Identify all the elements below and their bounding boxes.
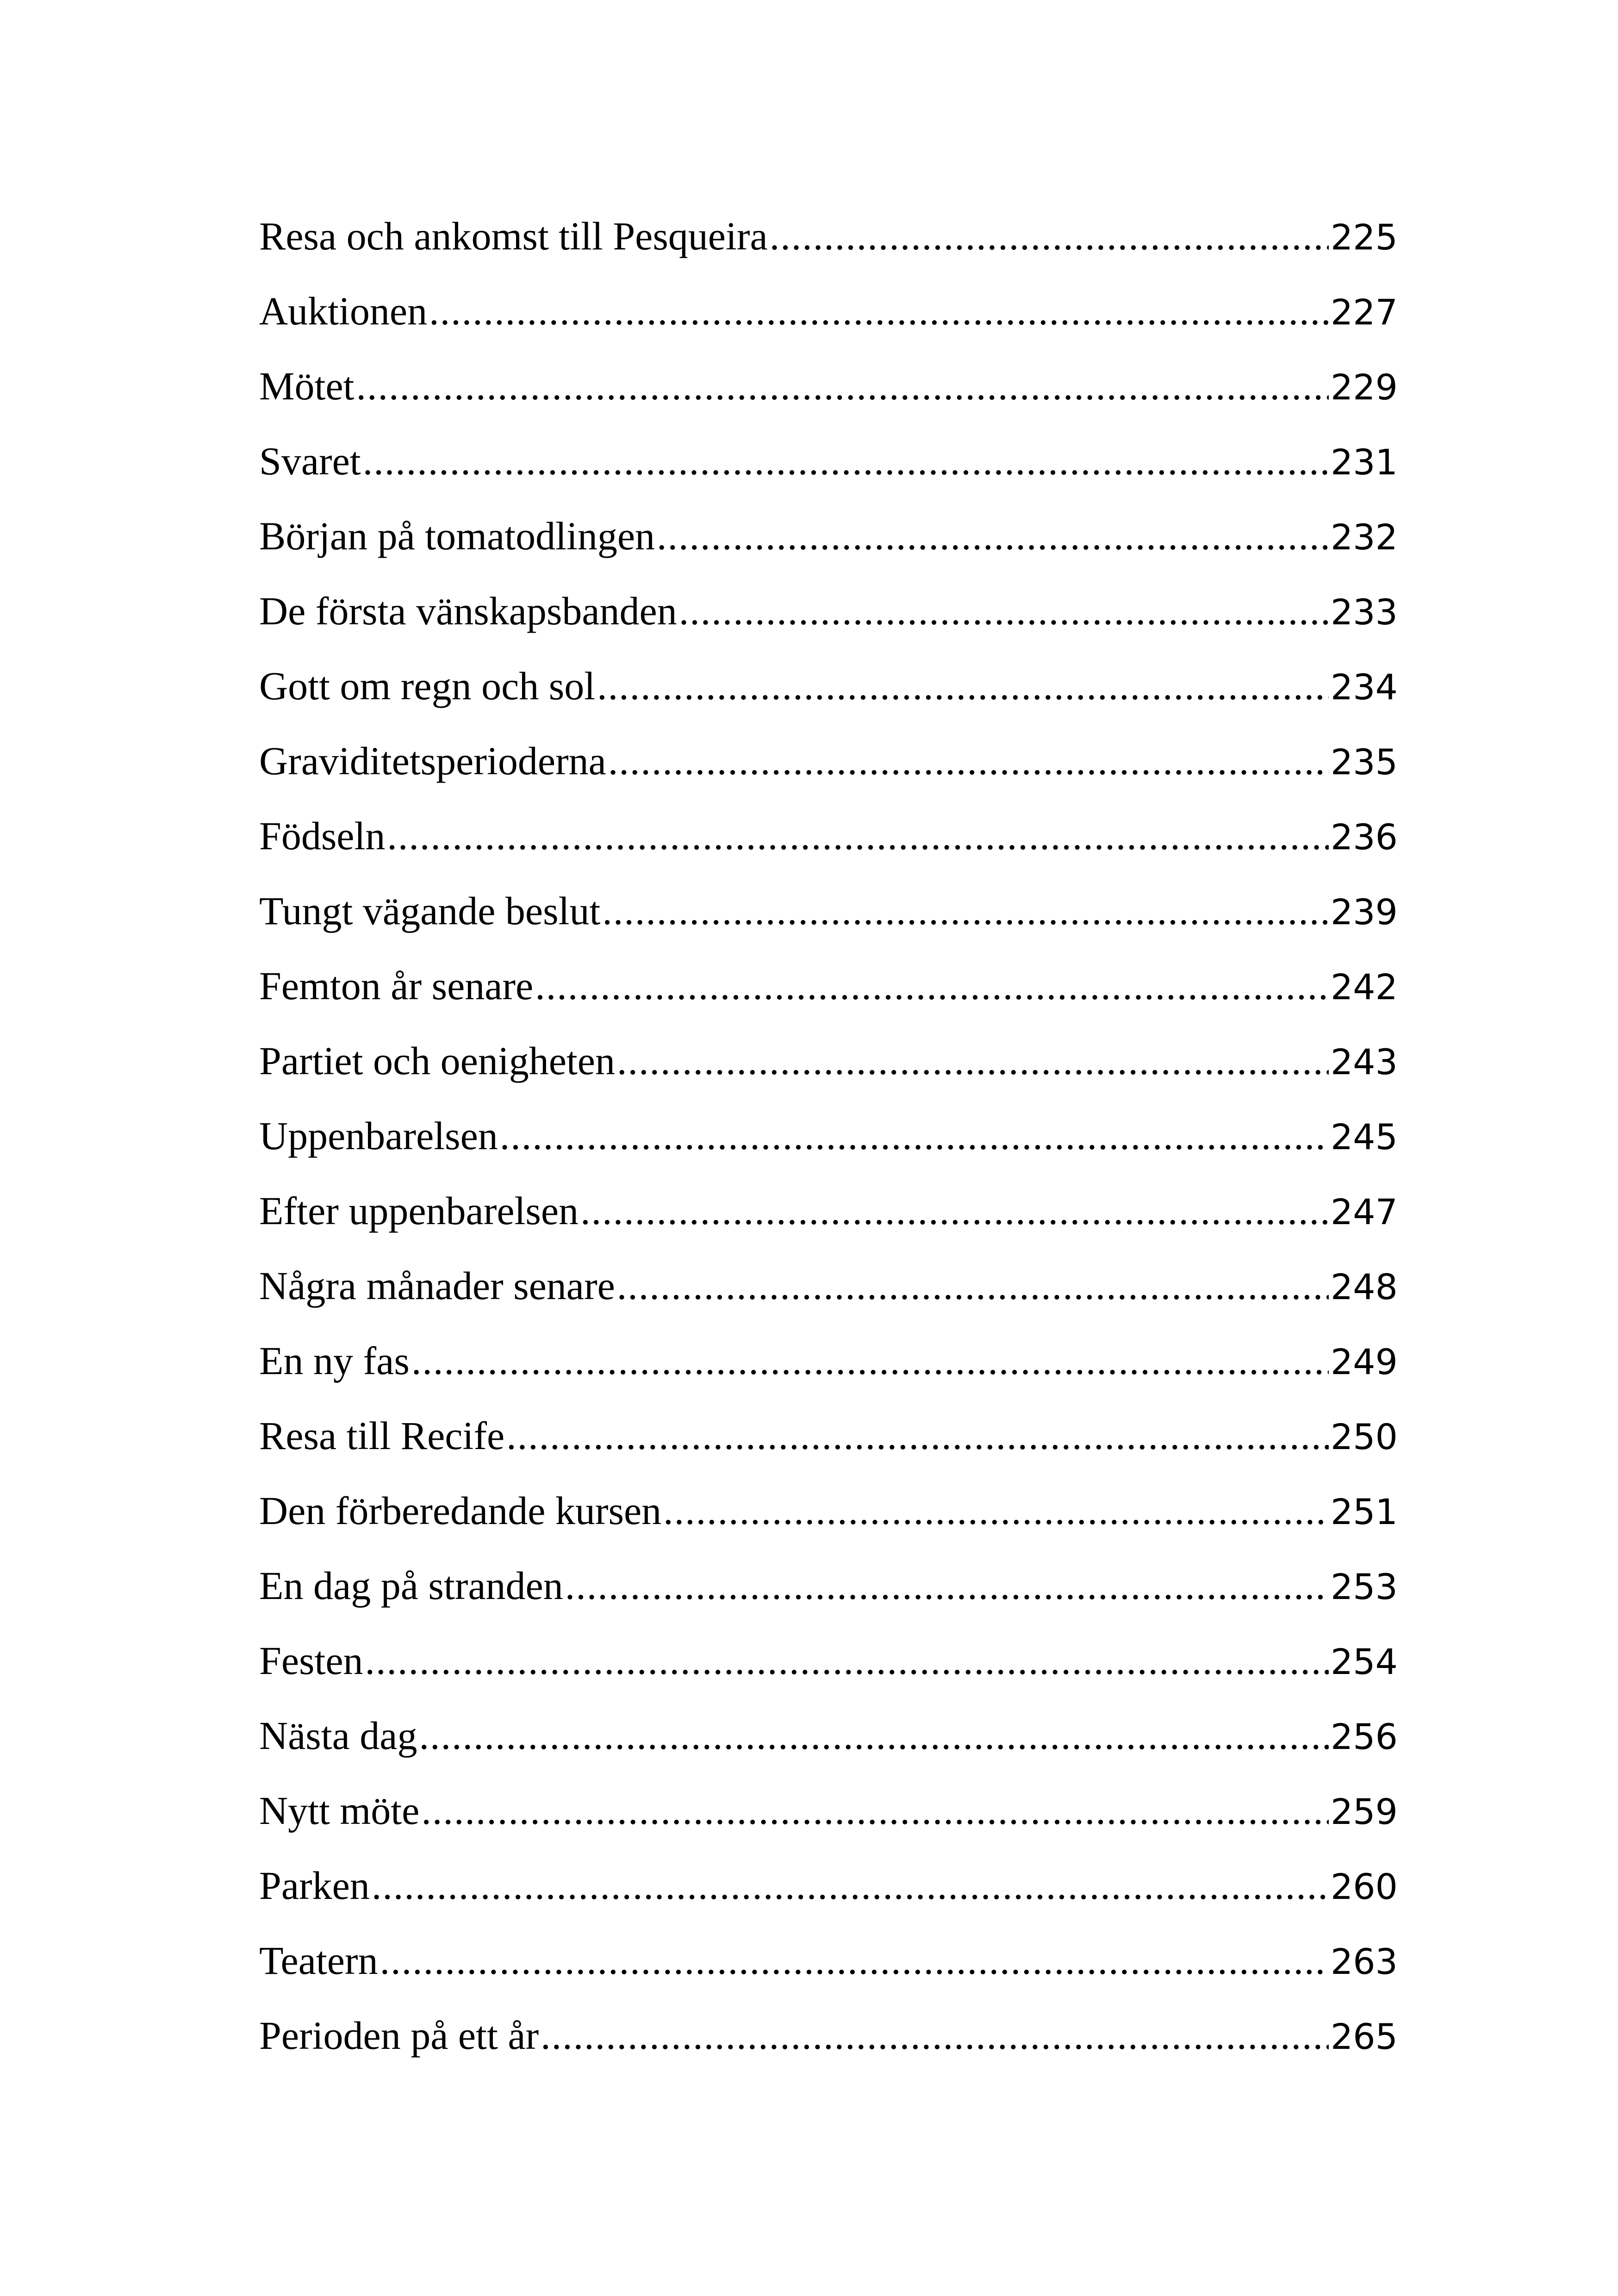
toc-entry-page: 242 [1330,966,1398,1008]
toc-entry[interactable] [259,363,1398,438]
toc-dot-leader [421,1787,1329,1834]
toc-entry-page: 239 [1330,891,1398,933]
toc-entry-title: Parken [259,1863,370,1908]
toc-entry-title: Svaret [259,439,361,483]
toc-entry-title: Den förberedande kursen [259,1488,662,1533]
toc-entry-page: 248 [1330,1266,1398,1307]
toc-entry[interactable] [259,513,1398,588]
toc-entry[interactable] [259,1188,1398,1263]
toc-dot-leader [679,588,1329,634]
toc-dot-leader [387,813,1329,859]
toc-entry-title: En dag på stranden [259,1563,563,1608]
toc-entry-page: 235 [1330,741,1398,783]
toc-dot-leader [535,963,1329,1009]
toc-entry[interactable] [259,813,1398,888]
toc-entry-page: 232 [1330,516,1398,558]
toc-entry-page: 225 [1330,217,1398,258]
toc-entry-page: 260 [1330,1866,1398,1907]
toc-entry[interactable] [259,1113,1398,1188]
toc-entry-page: 236 [1330,816,1398,858]
toc-entry[interactable] [259,1937,1398,2012]
toc-dot-leader [356,363,1329,409]
toc-dot-leader [429,288,1329,334]
toc-entry-page: 243 [1330,1041,1398,1083]
toc-entry[interactable] [259,963,1398,1038]
toc-entry-page: 227 [1330,292,1398,333]
toc-entry[interactable] [259,1637,1398,1712]
toc-dot-leader [565,1562,1329,1609]
toc-entry[interactable] [259,1712,1398,1787]
toc-entry-title: Femton år senare [259,964,534,1008]
toc-dot-leader [580,1188,1329,1234]
toc-entry[interactable] [259,663,1398,738]
toc-entry-title: Nästa dag [259,1713,417,1758]
toc-entry-page: 229 [1330,367,1398,408]
toc-dot-leader [506,1412,1329,1459]
toc-entry-title: De första vänskapsbanden [259,589,677,633]
toc-entry-page: 234 [1330,666,1398,708]
toc-entry-page: 247 [1330,1191,1398,1232]
toc-dot-leader [602,888,1329,934]
toc-dot-leader [363,438,1329,484]
toc-entry-title: Början på tomatodlingen [259,514,655,558]
toc-entry[interactable] [259,1263,1398,1338]
toc-entry[interactable] [259,888,1398,963]
toc-entry-title: Efter uppenbarelsen [259,1188,579,1233]
toc-entry[interactable] [259,1412,1398,1487]
toc-entry-title: Perioden på ett år [259,2013,539,2058]
toc-dot-leader [617,1038,1329,1084]
toc-entry-title: Gott om regn och sol [259,664,596,708]
toc-entry-title: Födseln [259,814,386,858]
toc-entry-title: Resa till Recife [259,1413,505,1458]
toc-entry-title: Teatern [259,1938,378,1983]
toc-entry[interactable] [259,1787,1398,1862]
toc-entry[interactable] [259,1338,1398,1412]
toc-dot-leader [419,1712,1328,1759]
toc-entry-page: 233 [1330,591,1398,633]
toc-entry-page: 265 [1330,2016,1398,2057]
toc-entry[interactable] [259,1562,1398,1637]
toc-entry-title: Mötet [259,364,355,408]
toc-entry-title: Uppenbarelsen [259,1114,498,1158]
toc-entry[interactable] [259,738,1398,813]
toc-dot-leader [617,1263,1329,1309]
toc-dot-leader [608,738,1329,784]
toc-entry-page: 259 [1330,1791,1398,1832]
toc-entry-page: 263 [1330,1941,1398,1982]
toc-dot-leader [500,1113,1329,1159]
toc-dot-leader [380,1937,1329,1984]
toc-entry[interactable] [259,2012,1398,2087]
toc-dot-leader [541,2012,1329,2059]
toc-entry-title: Några månader senare [259,1263,615,1308]
toc-entry-page: 250 [1330,1416,1398,1457]
toc-entry-title: En ny fas [259,1338,410,1383]
toc-entry-page: 249 [1330,1341,1398,1382]
toc-entry-page: 253 [1330,1566,1398,1607]
toc-entry[interactable] [259,1862,1398,1937]
toc-entry[interactable] [259,438,1398,513]
toc-dot-leader [663,1487,1329,1534]
table-of-contents [259,213,1398,2087]
toc-entry-page: 256 [1330,1716,1398,1757]
toc-entry-title: Festen [259,1638,363,1683]
toc-entry-page: 231 [1330,442,1398,483]
toc-entry-page: 245 [1330,1116,1398,1157]
toc-dot-leader [372,1862,1329,1909]
toc-dot-leader [657,513,1329,559]
toc-entry[interactable] [259,288,1398,363]
toc-dot-leader [365,1637,1329,1684]
toc-entry-title: Graviditetsperioderna [259,739,606,783]
toc-entry-title: Tungt vägande beslut [259,889,601,933]
toc-entry[interactable] [259,1038,1398,1113]
toc-entry-page: 251 [1330,1491,1398,1532]
toc-entry-title: Partiet och oenigheten [259,1039,615,1083]
toc-entry[interactable] [259,213,1398,288]
toc-entry-title: Resa och ankomst till Pesqueira [259,214,768,258]
toc-dot-leader [597,663,1329,709]
toc-dot-leader [770,213,1329,259]
toc-entry-title: Nytt möte [259,1788,420,1833]
toc-entry[interactable] [259,588,1398,663]
toc-dot-leader [411,1338,1329,1384]
toc-entry[interactable] [259,1487,1398,1562]
toc-entry-page: 254 [1330,1641,1398,1682]
toc-entry-title: Auktionen [259,289,428,333]
